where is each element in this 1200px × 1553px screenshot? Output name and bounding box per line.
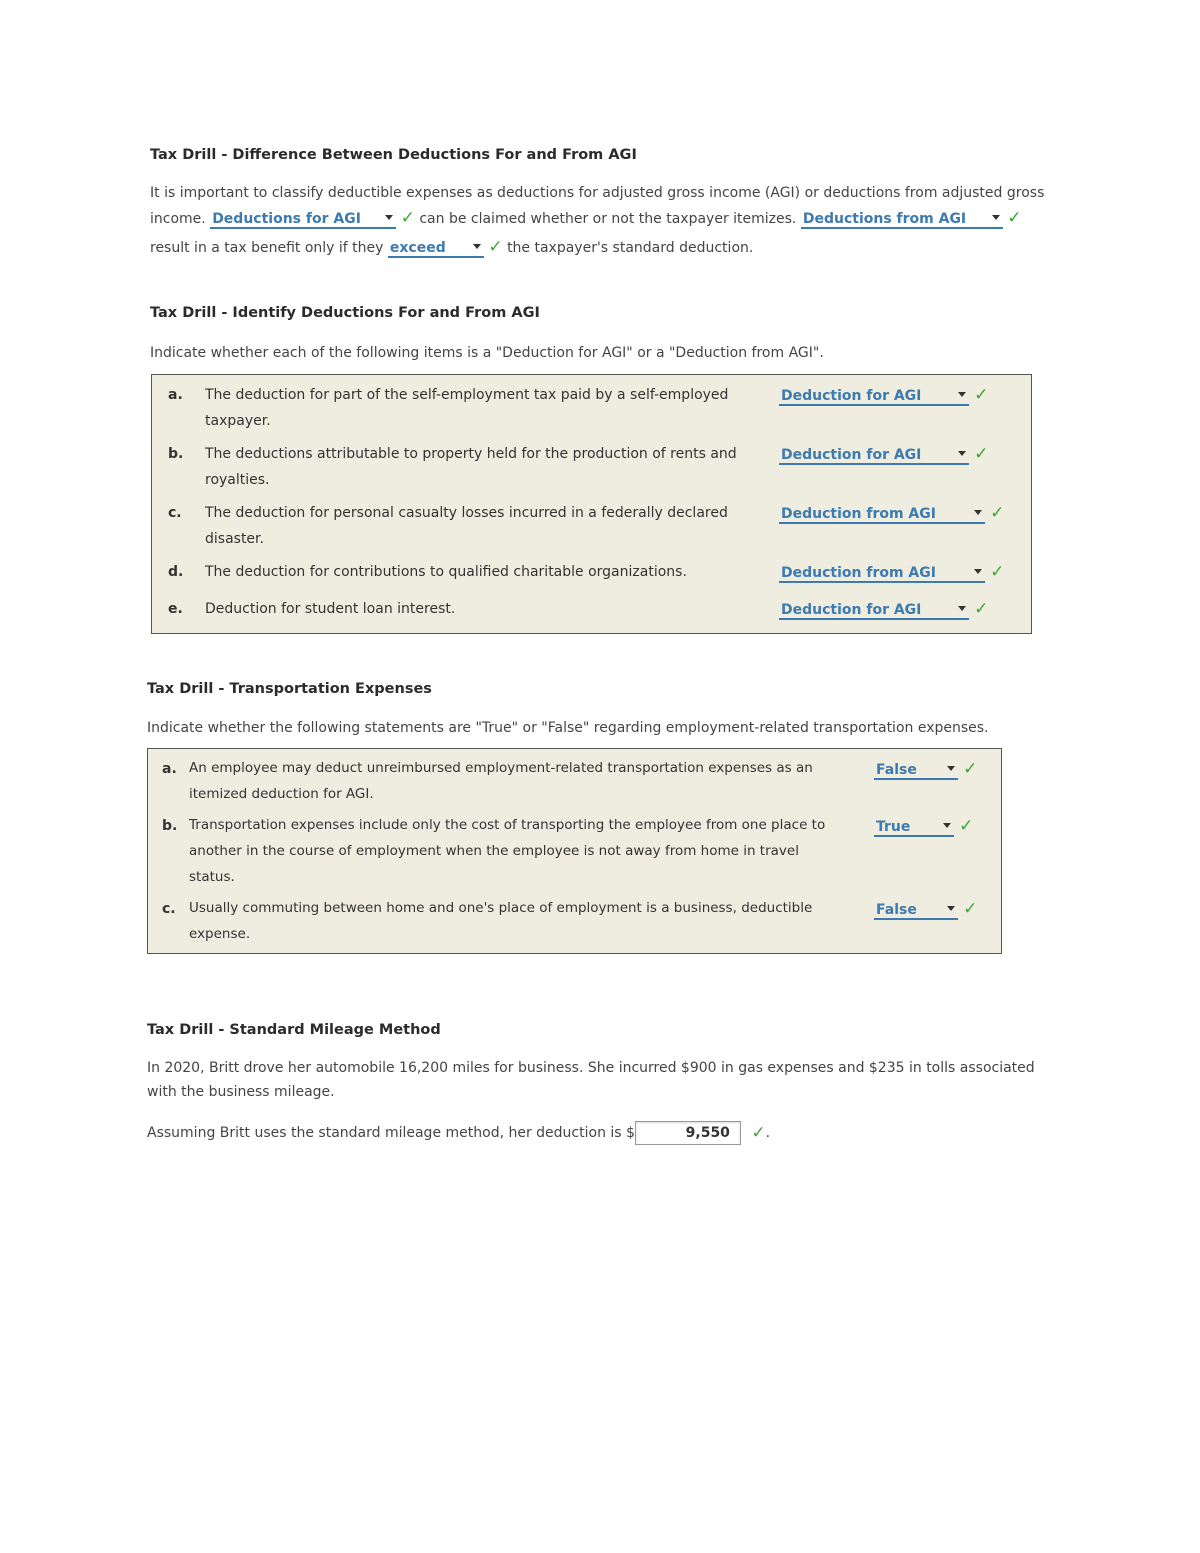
chevron-down-icon [974, 510, 982, 515]
item-letter: c. [168, 505, 182, 521]
chevron-down-icon [974, 569, 982, 574]
item-text: Transportation expenses include only the cost of transporting the employee from one place to another in the course of employment when the employee is not away from home in travel status. [189, 817, 826, 885]
item-text: The deduction for part of the self-employment tax paid by a self-employed taxpayer. [205, 387, 729, 429]
chevron-down-icon [992, 215, 1000, 220]
section3-title: Tax Drill - Transportation Expenses [147, 681, 432, 697]
section1-line2 [150, 208, 1022, 229]
check-icon: ✓ [959, 816, 974, 836]
deduction-input[interactable]: 9,550 [635, 1121, 741, 1145]
section1-line3 [150, 237, 753, 258]
answer-select-a[interactable]: False ✓ [876, 759, 978, 779]
select-deductions-for-agi[interactable]: Deductions for AGI [210, 211, 396, 229]
answer-select-b[interactable]: True ✓ [876, 816, 974, 836]
item-letter: c. [162, 901, 176, 917]
section3-question-box [147, 748, 1002, 954]
chevron-down-icon [947, 906, 955, 911]
chevron-down-icon [943, 823, 951, 828]
section3-intro: Indicate whether the following statements are "True" or "False" regarding employment-related transportation expenses. [147, 720, 989, 736]
item-text: The deduction for personal casualty losses incurred in a federally declared disaster. [205, 505, 728, 547]
item-letter: a. [162, 761, 177, 777]
check-icon: ✓ [974, 444, 989, 464]
section2-intro: Indicate whether each of the following items is a "Deduction for AGI" or a "Deduction from AGI". [150, 345, 824, 361]
section1-line1: It is important to classify deductible expenses as deductions for adjusted gross income (AGI) or deductions from adjusted gross [150, 185, 1045, 201]
answer-select-c[interactable]: Deduction from AGI ✓ [781, 503, 1005, 523]
section4-answer-line [147, 1121, 770, 1145]
check-icon: ✓ [963, 899, 978, 919]
check-icon: ✓ [990, 562, 1005, 582]
check-icon: ✓ [974, 599, 989, 619]
select-exceed[interactable]: exceed [388, 240, 484, 258]
section1-line3-end: the taxpayer's standard deduction. [507, 240, 754, 256]
check-icon: ✓ [990, 503, 1005, 523]
chevron-down-icon [958, 392, 966, 397]
section1-line2-start: income. [150, 211, 206, 227]
answer-select-b[interactable]: Deduction for AGI ✓ [781, 444, 989, 464]
check-icon: ✓ [400, 208, 415, 228]
assume-text: Assuming Britt uses the standard mileage method, her deduction is $ [147, 1125, 635, 1141]
answer-select-c[interactable]: False ✓ [876, 899, 978, 919]
item-text: An employee may deduct unreimbursed employment-related transportation expenses as an itemized deduction for AGI. [189, 760, 813, 802]
select-deductions-from-agi[interactable]: Deductions from AGI [801, 211, 1003, 229]
answer-select-e[interactable]: Deduction for AGI ✓ [781, 599, 989, 619]
check-icon: ✓ [963, 759, 978, 779]
section1-line3-start: result in a tax benefit only if they [150, 240, 384, 256]
answer-select-d[interactable]: Deduction from AGI ✓ [781, 562, 1005, 582]
chevron-down-icon [947, 766, 955, 771]
section2-title: Tax Drill - Identify Deductions For and From AGI [150, 305, 540, 321]
section1-line2-mid: can be claimed whether or not the taxpayer itemizes. [419, 211, 797, 227]
item-letter: b. [162, 818, 178, 834]
item-letter: a. [168, 387, 183, 403]
chevron-down-icon [385, 215, 393, 220]
section4-line1: In 2020, Britt drove her automobile 16,200 miles for business. She incurred $900 in gas expenses and $235 in tolls associated [147, 1060, 1035, 1076]
item-text: Deduction for student loan interest. [205, 601, 456, 617]
item-text: Usually commuting between home and one's place of employment is a business, deductible expense. [189, 900, 813, 942]
item-text: The deduction for contributions to qualified charitable organizations. [205, 564, 687, 580]
answer-select-a[interactable]: Deduction for AGI ✓ [781, 385, 989, 405]
section1-title: Tax Drill - Difference Between Deductions For and From AGI [150, 147, 637, 163]
chevron-down-icon [958, 606, 966, 611]
section4-title: Tax Drill - Standard Mileage Method [147, 1022, 441, 1038]
item-letter: e. [168, 601, 183, 617]
check-icon: ✓ [751, 1123, 766, 1143]
period: . [765, 1125, 771, 1141]
chevron-down-icon [473, 244, 481, 249]
check-icon: ✓ [488, 237, 503, 257]
item-letter: d. [168, 564, 184, 580]
check-icon: ✓ [1007, 208, 1022, 228]
section4-line2: with the business mileage. [147, 1084, 335, 1100]
item-letter: b. [168, 446, 184, 462]
section2-question-box [151, 374, 1032, 634]
item-text: The deductions attributable to property held for the production of rents and royalties. [205, 446, 737, 488]
check-icon: ✓ [974, 385, 989, 405]
chevron-down-icon [958, 451, 966, 456]
